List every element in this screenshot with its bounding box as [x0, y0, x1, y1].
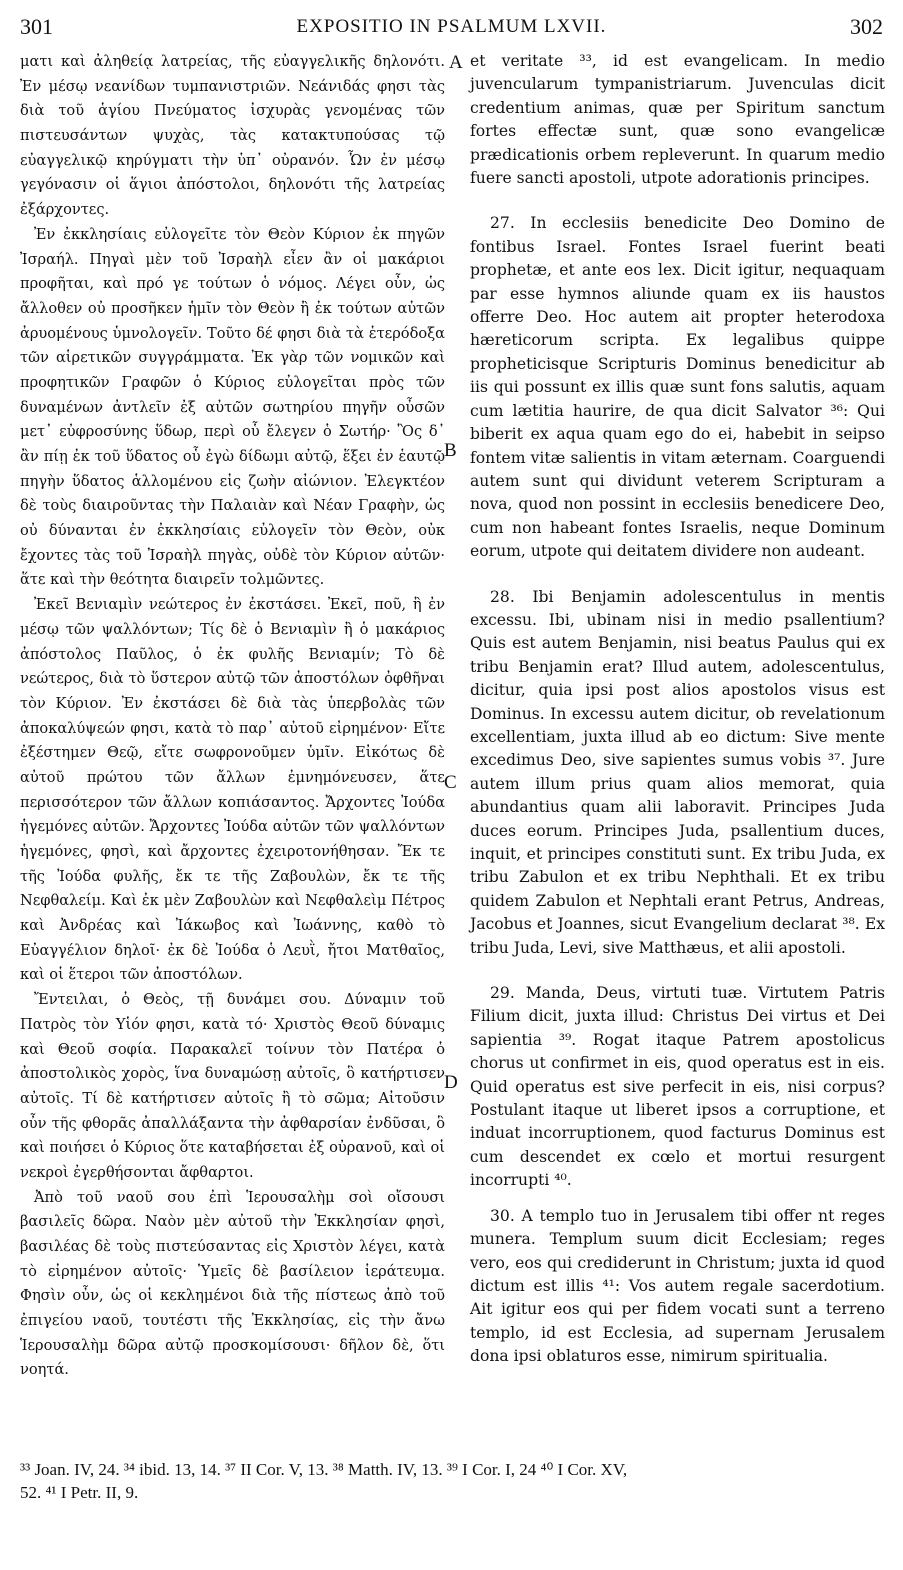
page-number-right: 302 — [850, 14, 883, 39]
latin-paragraph-27: 27. In ecclesiis benedicite Deo Domino de fontibus Israel. Fontes Israel fuerint beati prophetæ, et ante eos lex. Dicit igitur, nequaquam par esse hymnos aliunde quam ex iis haustos offerre Deo. Hoc autem ait propter heterodoxa hæreticorum scripta. Ex legalibus quippe propheticisque Scripturis Dominus benedicitur ab iis qui possunt ex illis quæ sunt fons salutis, aquam cum lætitia haurire, de qua dicit Salvator ³⁶: Qui biberit ex aqua quam ego do ei, habebit in seipso fontem vitæ salientis in vitam æternam. Coarguendi autem sunt qui dividunt veterem Scripturam a nova, quod non possint in ecclesiis benedicere Deo, cum non habeant fontes Israelis, neque Dominum eorum, utpote qui deitatem dividere non audeant. — [470, 214, 885, 561]
greek-paragraph-1: ματι καὶ ἀληθείᾳ λατρείας, τῆς εὐαγγελικῆς δηλονότι. Ἐν μέσῳ νεανίδων τυμπανιστριῶν. Νεάνιδάς φησι τὰς διὰ τοῦ ἁγίου Πνεύματος ἰσχυρὰς γενομένας τῶν πιστευσάντων ψυχὰς, τὰς κατακτυπούσας τῷ εὐαγγελικῷ κηρύγματι τὴν ὑπ᾽ οὐρανόν. Ὧν ἐν μέσῳ γεγόνασιν οἱ ἅγιοι ἀπόστολοι, δηλονότι τῆς λατρείας ἐξάρχοντες. — [20, 53, 445, 219]
page-number-left: 301 — [20, 14, 53, 39]
margin-marker-c: C — [444, 772, 457, 793]
footnote-line-1: ³³ Joan. IV, 24. ³⁴ ibid. 13, 14. ³⁷ II Cor. V, 13. ³⁸ Matth. IV, 13. ³⁹ I Cor. I, 24 ⁴⁰ I Cor. XV, — [20, 1460, 628, 1479]
greek-paragraph-4: Ἔντειλαι, ὁ Θεὸς, τῇ δυνάμει σου. Δύναμιν τοῦ Πατρὸς τὸν Υἱόν φησι, κατὰ τό· Χριστὸς Θεοῦ δύναμις καὶ Θεοῦ σοφία. Παρακαλεῖ τοίνυν τὸν Πατέρα ὁ ἀποστολικὸς χορὸς, ἵνα δυναμώσῃ αὐτοῖς, ὃ κατήρτισεν αὐτοῖς. Τί δὲ κατήρτισεν αὐτοῖς ἢ τὸ σῶμα; Αἰτοῦσιν οὖν τῆς φθορᾶς ἀπαλλάξαντα τὴν ἀφθαρσίαν ἐνδῦσαι, ὃ καὶ ποιήσει ὁ Κύριος ὅτε καταβήσεται ἐξ οὐρανοῦ, καὶ οἱ νεκροὶ ἐγερθήσονται ἄφθαρτοι. — [20, 991, 445, 1181]
greek-paragraph-5: Ἀπὸ τοῦ ναοῦ σου ἐπὶ Ἱερουσαλὴμ σοὶ οἴσουσι βασιλεῖς δῶρα. Ναὸν μὲν αὐτοῦ τὴν Ἐκκλησίαν φησὶ, βασιλέας δὲ τοὺς πιστεύσαντας εἰς Χριστὸν λέγει, κατὰ τὸ εἰρημένον αὐτοῖς· Ὑμεῖς δὲ βασίλειον ἱεράτευμα. Φησὶν οὖν, ὡς οἱ κεκλημένοι διὰ τῆς πίστεως ἀπὸ τοῦ ἐπιγείου ναοῦ, τουτέστι τῆς Ἐκκλησίας, εἰς τὴν ἄνω Ἱερουσαλὴμ δῶρα αὐτῷ προσκομίσουσι· δῆλον δὲ, ὅτι νοητά. — [20, 1188, 445, 1379]
latin-paragraph-30: 30. A templo tuo in Jerusalem tibi offer nt reges munera. Templum suum dicit Ecclesiam; reges vero, eos qui crediderunt in Christum; juxta id quod dictum est illis ⁴¹: Vos autem regale sacerdotium. Ait igitur eos qui per fidem vocati sunt a terreno templo, id est Ecclesia, ad supernam Jerusalem dona ipsi oblaturos esse, nimirum spiritualia. — [470, 1206, 885, 1366]
footnotes — [20, 1458, 885, 1504]
greek-paragraph-2: Ἐν ἐκκλησίαις εὐλογεῖτε τὸν Θεὸν Κύριον ἐκ πηγῶν Ἰσραήλ. Πηγαὶ μὲν τοῦ Ἰσραὴλ εἶεν ἂν οἱ μακάριοι προφῆται, καὶ πρό γε τούτων ὁ νόμος. Λέγει οὖν, ὡς ἄλλοθεν οὐ προσῆκεν ἡμῖν τὸν Θεὸν ἢ ἐκ τούτων αὐτῶν ἀρυομένους ὑμνολογεῖν. Τοῦτο δέ φησι διὰ τὰ ἑτερόδοξα τῶν αἱρετικῶν συγγράμματα. Ἐκ γὰρ τῶν νομικῶν καὶ προφητικῶν Γραφῶν ὁ Κύριος εὐλογεῖται πρὸς τῶν δυναμένων ἀντλεῖν ἐξ αὐτῶν σωτηρίου πηγῆν οὖσῶν μετ᾽ εὐφροσύνης ὕδωρ, περὶ οὗ ἔλεγεν ὁ Σωτήρ· Ὃς δ᾽ ἂν πίῃ ἐκ τοῦ ὕδατος οὗ ἐγὼ δίδωμι αὐτῷ, ἕξει ἐν ἑαυτῷ πηγὴν ὕδατος ἁλλομένου εἰς ζωὴν αἰώνιον. Ἐλεγκτέον δὲ τοὺς διαιροῦντας τὴν Παλαιὰν καὶ Νέαν Γραφὴν, ὡς οὐ δύνανται ἐν ἐκκλησίαις εὐλογεῖν τὸν Θεὸν, οὐκ ἔχοντες τὰς τοῦ Ἰσραὴλ πηγὰς, οὐδὲ τὸν Κύριον αὐτῶν· ἅτε καὶ τὴν θεότητα διαιρεῖν τολμῶντες. — [20, 225, 445, 589]
section-spacer — [470, 190, 885, 212]
latin-paragraph-28: 28. Ibi Benjamin adolescentulus in mentis excessu. Ibi, ubinam nisi in medio psallentium? Quis est autem Benjamin, nisi beatus Paulus qui ex tribu Benjamin erat? Illud autem, adolescentulus, dicitur, quia ipsi post alios apostolos visus est Dominus. In excessu autem dicitur, ob revelationum excellentiam, juxta illud ab eo dictum: Sive mente excedimus Deo, sive sapientes sumus vobis ³⁷. Jure autem illum prius quam alios memorat, quia abundantius quam alii laboravit. Principes Juda duces eorum. Principes Juda, psallentium duces, inquit, et principes constituti sunt. Ex tribu Juda, ex tribu Zabulon et ex tribu Nephthali. Et ex tribu quidem Zabulon et Nephtali erant Petrus, Andreas, Jacobus et Joannes, sicut Evangelium declarat ³⁸. Ex tribu Juda, Levi, sive Matthæus, et alii apostoli. — [470, 587, 885, 957]
greek-column — [20, 50, 445, 1383]
section-spacer — [470, 564, 885, 586]
footnote-line-2: 52. ⁴¹ I Petr. II, 9. — [20, 1483, 139, 1502]
page-header — [0, 14, 903, 44]
margin-marker-a: A — [449, 52, 463, 73]
greek-paragraph-3: Ἐκεῖ Βενιαμὶν νεώτερος ἐν ἐκστάσει. Ἐκεῖ, ποῦ, ἢ ἐν μέσῳ τῶν ψαλλόντων; Τίς δὲ ὁ Βενιαμὶν ἢ ὁ μακάριος ἀπόστολος Παῦλος, ὁ ἐκ φυλῆς Βενιαμίν; Τὸ δὲ νεώτερος, διὰ τὸ ὕστερον αὐτῷ τῶν ἀποστόλων ὀφθῆναι τὸν Κύριον. Ἐν ἐκστάσει δὲ διὰ τὰς ὑπερβολὰς τῶν ἀποκαλύψεών φησι, κατὰ τὸ παρ᾽ αὐτοῦ εἰρημένον· Εἴτε ἐξέστημεν Θεῷ, εἴτε σωφρονοῦμεν ὑμῖν. Εἰκότως δὲ αὐτοῦ πρώτου τῶν ἄλλων ἐμνημόνευσεν, ἅτε περισσότερον τῶν ἄλλων κοπιάσαντος. Ἄρχοντες Ἰούδα ἡγεμόνες αὐτῶν. Ἄρχοντες Ἰούδα αὐτῶν τῶν ψαλλόντων ἡγεμόνες, φησὶ, καὶ ἄρχοντες ἐχειροτονήθησαν. Ἔκ τε τῆς Ἰούδα φυλῆς, ἔκ τε τῆς Ζαβουλὼν, ἔκ τε τῆς Νεφθαλείμ. Καὶ ἐκ μὲν Ζαβουλὼν καὶ Νεφθαλεὶμ Πέτρος καὶ Ἀνδρέας καὶ Ἰάκωβος καὶ Ἰωάννης, καθὸ τὸ Εὐαγγέλιον δηλοῖ· ἐκ δὲ Ἰούδα ὁ Λευῒ, ἤτοι Ματθαῖος, καὶ οἱ ἕτεροι τῶν ἀποστόλων. — [20, 596, 445, 984]
latin-column — [470, 50, 885, 1369]
section-spacer — [470, 1193, 885, 1205]
section-spacer — [470, 960, 885, 982]
margin-marker-d: D — [444, 1072, 458, 1093]
latin-paragraph-29: 29. Manda, Deus, virtuti tuæ. Virtutem Patris Filium dicit, juxta illud: Christus Dei virtus et Dei sapientia ³⁹. Rogat itaque Patrem apostolicus chorus ut confirmet in eis, quod operatus est in eis. Quid operatus est sive perfecit in eis, nisi corpus? Postulant itaque ut liberet ipsos a corruptione, et induat incorruptionem, quod facturus Dominus est cum descendet ex cœlo et mortui resurgent incorrupti ⁴⁰. — [470, 984, 885, 1190]
latin-paragraph-1: et veritate ³³, id est evangelicam. In medio juvencularum tympanistriarum. Juvenculas dicit credentium animas, quæ per Spiritum sanctum fortes effectæ sunt, quæ sono evangelicæ prædicationis orbem repleverunt. In quarum medio fuere sancti apostoli, utpote adorationis principes. — [470, 52, 885, 188]
running-title: EXPOSITIO IN PSALMUM LXVII. — [296, 16, 607, 37]
margin-marker-b: B — [444, 440, 457, 461]
